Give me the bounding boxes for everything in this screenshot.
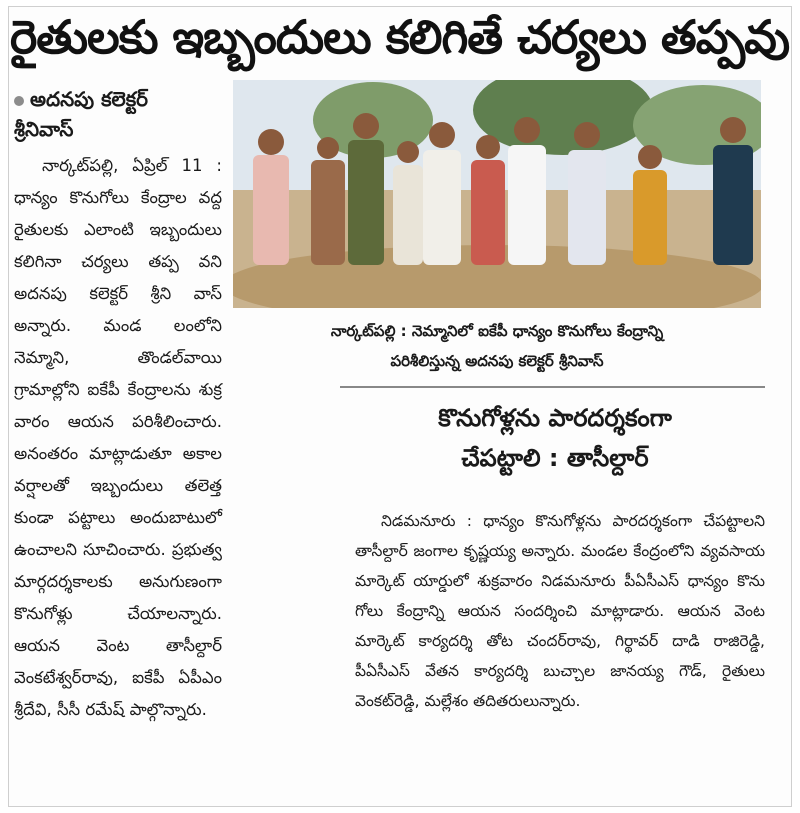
photo-caption <box>233 316 761 376</box>
main-headline: రైతులకు ఇబ్బందులు కలిగితే చర్యలు తప్పవు <box>10 10 789 64</box>
bullet-icon <box>14 96 24 106</box>
caption-line-1: నార్కట్‌పల్లి : నెమ్మానిలో ఐకేపీ ధాన్యం కొనుగోలు కేంద్రాన్ని <box>330 322 664 340</box>
divider <box>340 386 765 388</box>
right-headline-line-2: చేపట్టాలి : తాసీల్దార్ <box>461 444 649 472</box>
news-photo <box>233 80 761 308</box>
right-article-body: నిడమనూరు : ధాన్యం కొనుగోళ్లను పారదర్శకంగా చేపట్టాలని తాసీల్దార్ జంగాల కృష్ణయ్య అన్నారు. మండల కేంద్రంలోని వ్యవసాయ మార్కెట్ యార్డులో శుక్రవారం నిడమనూరు పీఏసీఎస్ ధాన్యం కొను గోలు కేంద్రాన్ని ఆయన సందర్శించి మాట్లాడారు. ఆయన వెంట మార్కెట్ కార్యదర్శి తోట చందర్‌రావు, గిర్థావర్ దాడి రాజిరెడ్డి, పీఏసీఎస్ వేతన కార్యదర్శి బుచ్చాల జానయ్య గౌడ్, రైతులు వెంకట్‌రెడ్డి, మల్లేశం తదితరులున్నారు. <box>355 512 765 710</box>
caption-line-2: పరిశీలిస్తున్న అదనపు కలెక్టర్ శ్రీనివాస్ <box>390 352 604 370</box>
byline-name: శ్రీనివాస్ <box>14 117 74 141</box>
left-article-body: నార్కట్‌పల్లి, ఏప్రిల్ 11 : ధాన్యం కొనుగోలు కేంద్రాల వద్ద రైతులకు ఎలాంటి ఇబ్బందులు కలిగినా చర్యలు తప్ప వని అదనపు కలెక్టర్ శ్రీని వాస్ అన్నారు. మండ లంలోని నెమ్మాని, తొండల్‌వాయి గ్రామాల్లోని ఐకేపీ కేంద్రాలను శుక్ర వారం ఆయన పరిశీలించారు. అనంతరం మాట్లాడుతూ అకాల వర్షాలతో ఇబ్బందులు తలెత్త కుండా పట్టాలు అందుబాటులో ఉంచాలని సూచించారు. ప్రభుత్వ మార్గదర్శకాలకు అనుగుణంగా కొనుగోళ్లు చేయాలన్నారు. ఆయన వెంట తాసీల్దార్ వెంకటేశ్వర్‌రావు, ఐకేపీ ఏపీఎం శ్రీదేవి, సీసీ రమేష్ పాల్గొన్నారు. <box>14 156 222 719</box>
right-article-headline <box>345 398 765 478</box>
byline-title: అదనపు కలెక్టర్ <box>30 87 149 111</box>
left-article <box>14 84 222 726</box>
right-headline-line-1: కొనుగోళ్లను పారదర్శకంగా <box>438 404 672 432</box>
byline <box>14 84 222 144</box>
